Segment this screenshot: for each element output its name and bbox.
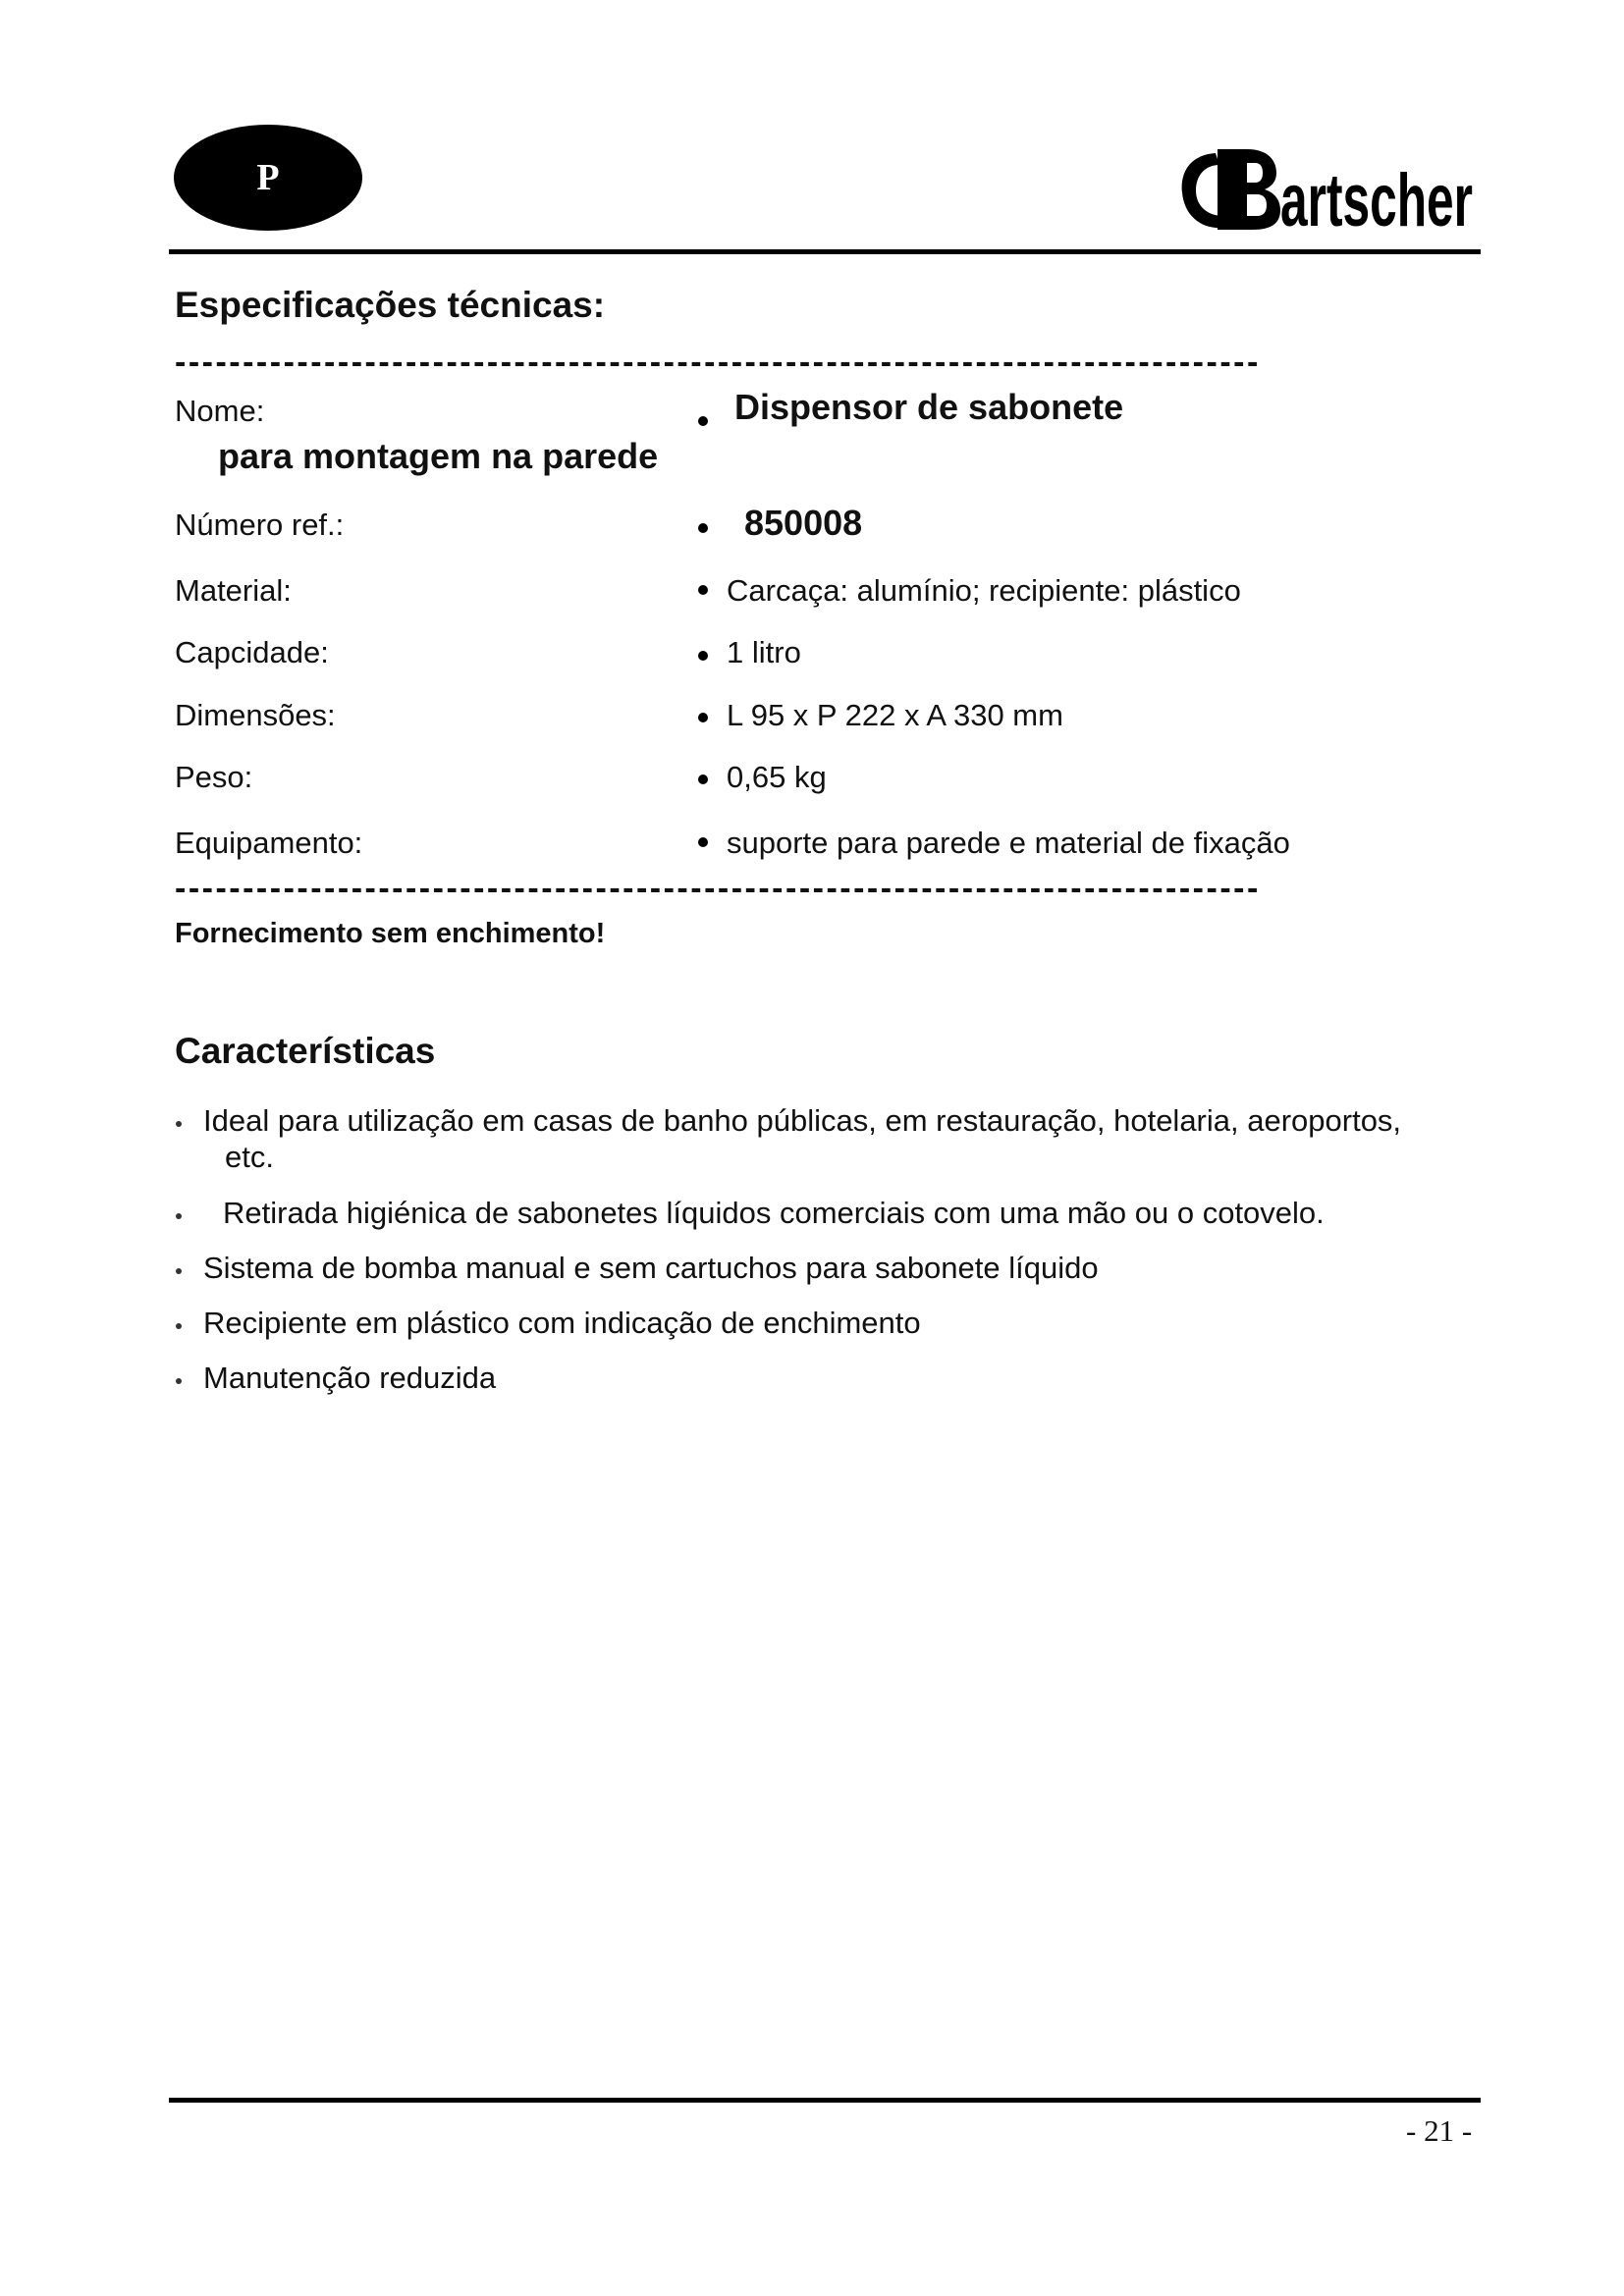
bullet [698, 713, 708, 722]
spec-value-material: Carcaça: alumínio; recipiente: plástico [727, 573, 1241, 608]
bullet [698, 523, 708, 533]
feature-item-5: Manutenção reduzida [203, 1361, 497, 1395]
header-rule [169, 249, 1481, 254]
bullet [176, 1323, 182, 1329]
features-heading: Características [175, 1031, 436, 1071]
bullet [698, 837, 708, 847]
footer-rule [169, 2098, 1481, 2103]
spec-value-weight: 0,65 kg [727, 760, 827, 794]
bullet [176, 1213, 182, 1219]
spec-divider-bottom: -------------------------------------------------------------------------------- [175, 870, 1261, 907]
language-badge [174, 125, 362, 231]
spec-value-dimensions: L 95 x P 222 x A 330 mm [727, 698, 1063, 732]
bullet [176, 1268, 182, 1274]
spec-label-ref: Número ref.: [175, 507, 345, 542]
bartscher-logo [1174, 135, 1475, 243]
spec-label-capacity: Capcidade: [175, 635, 329, 669]
spec-label-material: Material: [175, 573, 292, 608]
bullet [698, 416, 708, 426]
bullet [176, 1121, 182, 1127]
spec-value-capacity: 1 litro [727, 635, 801, 669]
spec-value-name: Dispensor de sabonete [734, 387, 1124, 427]
spec-label-name: Nome: [175, 394, 265, 428]
spec-divider-top: -------------------------------------------------------------------------------- [175, 344, 1261, 381]
spec-value-name-continuation: para montagem na parede [218, 436, 659, 476]
feature-item-3: Sistema de bomba manual e sem cartuchos para sabonete líquido [203, 1251, 1099, 1285]
spec-label-weight: Peso: [175, 760, 253, 794]
feature-item-1: Ideal para utilização em casas de banho públicas, em restauração, hotelaria, aeroportos, [203, 1103, 1402, 1138]
bullet [698, 585, 708, 595]
spec-value-ref: 850008 [744, 503, 863, 543]
bartscher-logo-mark [1182, 149, 1280, 230]
page-number: - 21 - [1406, 2113, 1473, 2148]
feature-item-1-continuation: etc. [225, 1140, 274, 1174]
bullet [176, 1378, 182, 1384]
spec-label-equipment: Equipamento: [175, 826, 363, 860]
spec-value-equipment: suporte para parede e material de fixação [727, 826, 1290, 860]
svg-text:artscher: artscher [1280, 159, 1473, 242]
spec-heading: Especificações técnicas: [175, 285, 606, 325]
language-badge-label: P [256, 157, 280, 198]
bullet [698, 774, 708, 784]
spec-label-dimensions: Dimensões: [175, 698, 336, 732]
feature-item-4: Recipiente em plástico com indicação de enchimento [203, 1306, 921, 1340]
bullet [698, 651, 708, 661]
delivery-note: Fornecimento sem enchimento! [175, 918, 606, 949]
feature-item-2: Retirada higiénica de sabonetes líquidos comerciais com uma mão ou o cotovelo. [223, 1196, 1325, 1230]
